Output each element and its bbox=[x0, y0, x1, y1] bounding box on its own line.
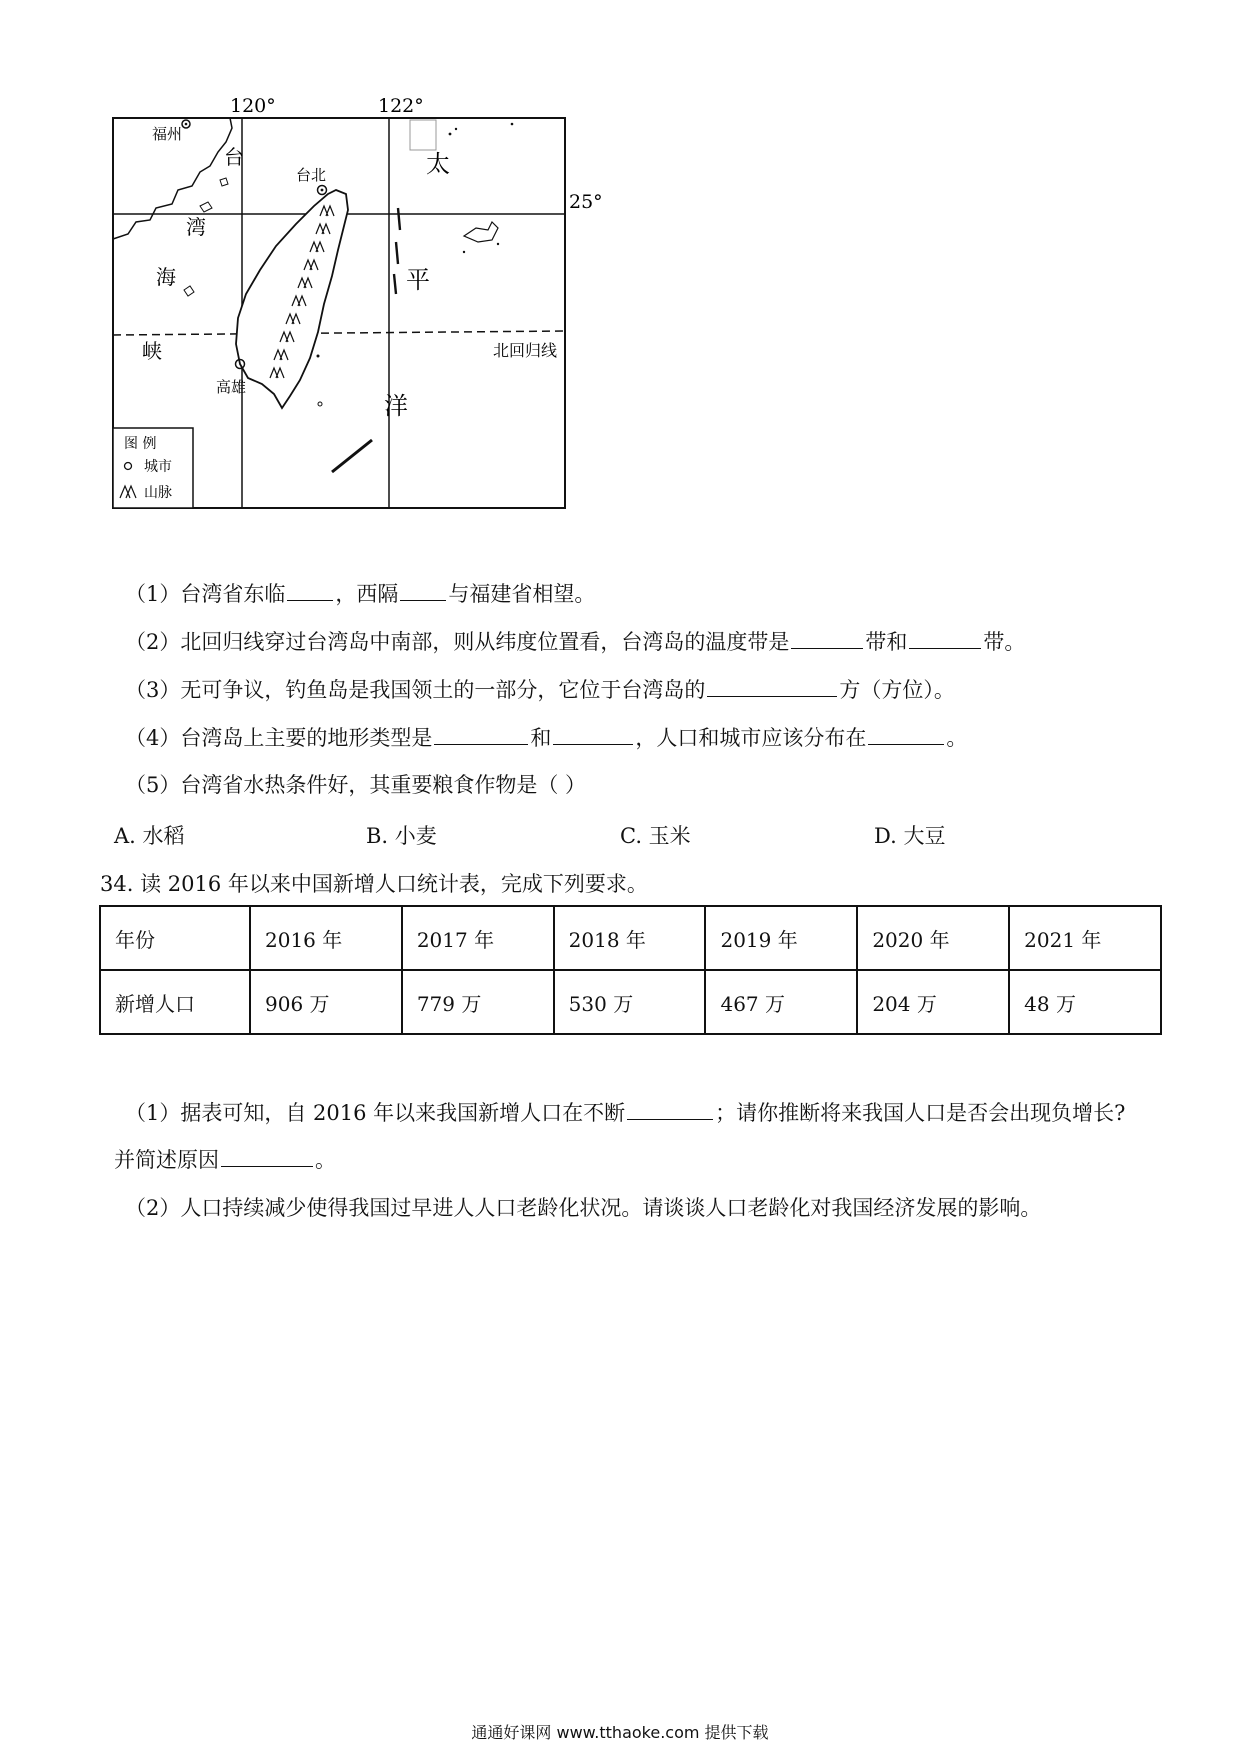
choice-b[interactable]: B. 小麦 bbox=[366, 824, 437, 848]
question-33-4: （4）台湾岛上主要的地形类型是 和 ，人口和城市应该分布在 。 bbox=[125, 721, 967, 752]
scale-bar bbox=[332, 440, 372, 472]
choice-c[interactable]: C. 玉米 bbox=[620, 824, 691, 848]
city-label-taipei: 台北 bbox=[296, 166, 327, 184]
year-cell: 2020 年 bbox=[857, 906, 1009, 970]
lon-label-122: 122° bbox=[378, 95, 424, 117]
dashed-boundary-marks bbox=[394, 208, 400, 294]
row-header-year: 年份 bbox=[100, 906, 250, 970]
question-34-1-line2: 并简述原因 。 bbox=[114, 1143, 336, 1174]
answer-blank[interactable] bbox=[791, 625, 863, 649]
row-header-new-population: 新增人口 bbox=[100, 970, 250, 1034]
answer-blank[interactable] bbox=[627, 1096, 713, 1120]
strait-char-1: 台 bbox=[224, 145, 244, 169]
coastal-islets bbox=[200, 178, 228, 212]
value-cell: 530 万 bbox=[554, 970, 706, 1034]
legend-city-label: 城市 bbox=[144, 459, 172, 475]
table-row bbox=[100, 970, 1161, 1034]
answer-blank[interactable] bbox=[553, 721, 633, 745]
strait-char-2: 湾 bbox=[186, 215, 206, 239]
taiwan-map bbox=[100, 94, 603, 514]
answer-blank[interactable] bbox=[909, 625, 981, 649]
ocean-char-2: 平 bbox=[406, 266, 430, 294]
ocean-char-3: 洋 bbox=[384, 392, 408, 420]
year-cell: 2018 年 bbox=[554, 906, 706, 970]
answer-blank[interactable] bbox=[434, 721, 528, 745]
value-cell: 906 万 bbox=[250, 970, 402, 1034]
question-34-title: 34. 读 2016 年以来中国新增人口统计表，完成下列要求。 bbox=[100, 872, 648, 896]
strait-char-3: 海 bbox=[156, 265, 176, 289]
city-label-fuzhou: 福州 bbox=[152, 125, 183, 143]
question-34-1-line1: （1）据表可知，自 2016 年以来我国新增人口在不断 ；请你推断将来我国人口是否会出现负增长? bbox=[125, 1096, 1125, 1127]
value-cell: 467 万 bbox=[705, 970, 857, 1034]
choice-d[interactable]: D. 大豆 bbox=[874, 824, 946, 848]
answer-blank[interactable] bbox=[400, 577, 446, 601]
question-33-5: （5）台湾省水热条件好，其重要粮食作物是（ ） bbox=[125, 773, 587, 797]
question-33-1: （1）台湾省东临 ，西隔 与福建省相望。 bbox=[125, 577, 595, 608]
question-33-2: （2）北回归线穿过台湾岛中南部，则从纬度位置看，台湾岛的温度带是 带和 带。 bbox=[125, 625, 1025, 656]
year-cell: 2021 年 bbox=[1009, 906, 1161, 970]
city-label-kaohsiung: 高雄 bbox=[216, 378, 247, 396]
lon-label-120: 120° bbox=[230, 95, 276, 117]
answer-blank[interactable] bbox=[868, 721, 944, 745]
year-cell: 2019 年 bbox=[705, 906, 857, 970]
table-row bbox=[100, 906, 1161, 970]
taiwan-island bbox=[236, 190, 348, 408]
question-33-3: （3）无可争议，钓鱼岛是我国领土的一部分，它位于台湾岛的 方（方位）。 bbox=[125, 673, 955, 704]
legend-title: 图 例 bbox=[124, 436, 157, 452]
penghu-islands bbox=[184, 286, 194, 296]
diaoyu-islands bbox=[449, 123, 514, 136]
strait-char-4: 峡 bbox=[142, 339, 162, 363]
legend-mountain-label: 山脉 bbox=[144, 485, 172, 501]
ocean-char-1: 太 bbox=[426, 150, 450, 178]
question-34-2: （2）人口持续减少使得我国过早进人人口老龄化状况。请谈谈人口老龄化对我国经济发展的影响。 bbox=[125, 1196, 1042, 1220]
page-footer: 通通好课网 www.tthaoke.com 提供下载 bbox=[471, 1723, 769, 1742]
tropic-label: 北回归线 bbox=[493, 341, 558, 360]
choice-list bbox=[114, 820, 1014, 850]
value-cell: 48 万 bbox=[1009, 970, 1161, 1034]
tropic-of-cancer-line bbox=[113, 331, 565, 335]
choice-a[interactable]: A. 水稻 bbox=[114, 824, 185, 848]
ryukyu-island bbox=[464, 222, 498, 242]
population-table bbox=[99, 905, 1162, 1035]
year-cell: 2017 年 bbox=[402, 906, 554, 970]
year-cell: 2016 年 bbox=[250, 906, 402, 970]
value-cell: 779 万 bbox=[402, 970, 554, 1034]
value-cell: 204 万 bbox=[857, 970, 1009, 1034]
answer-blank[interactable] bbox=[221, 1143, 313, 1167]
lat-label-25: 25° bbox=[569, 191, 603, 213]
answer-blank[interactable] bbox=[287, 577, 333, 601]
answer-blank[interactable] bbox=[707, 673, 837, 697]
